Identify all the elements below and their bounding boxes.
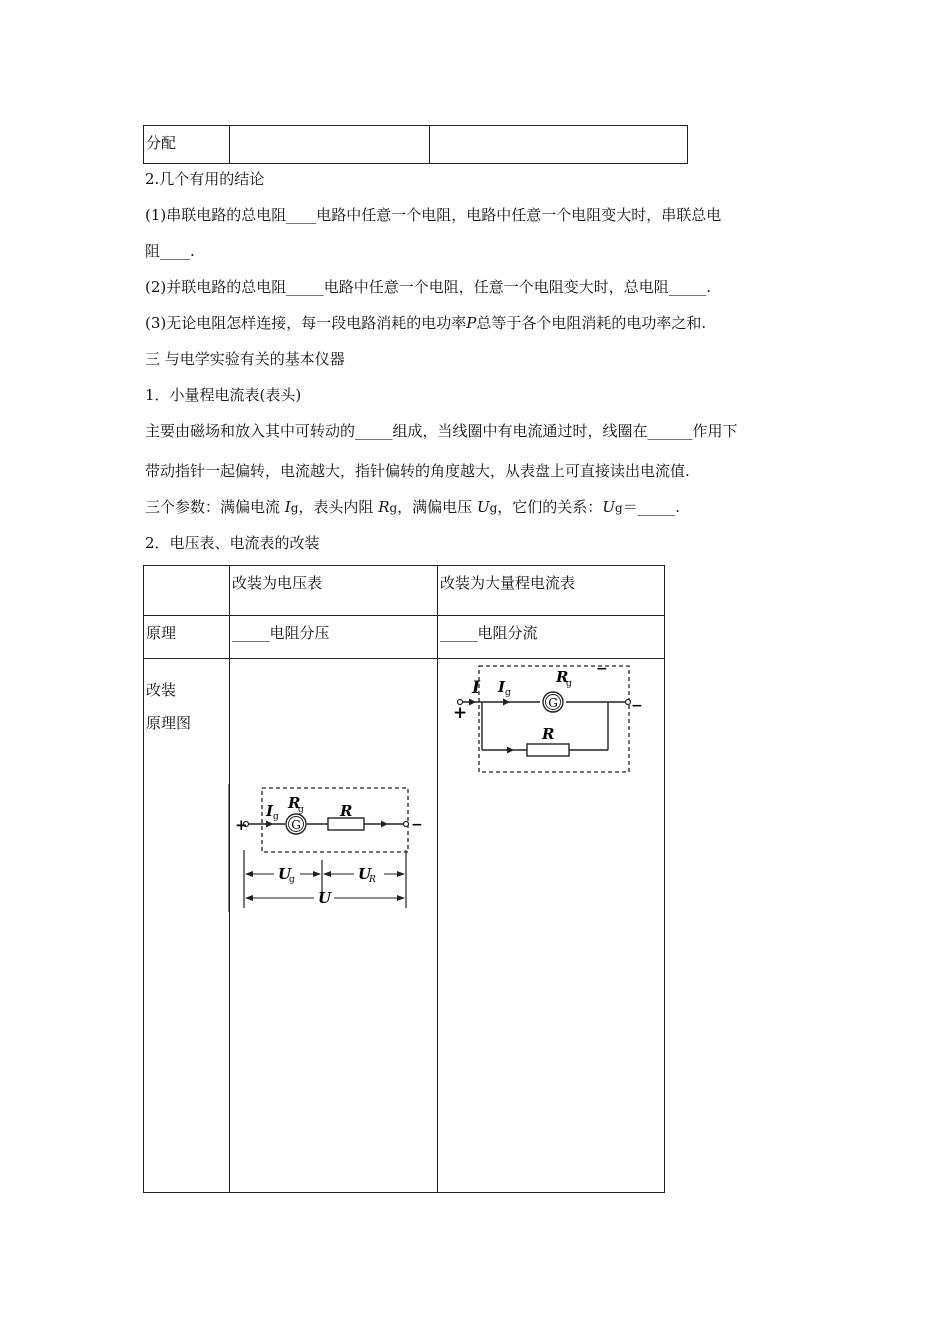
params-text-2: ，表头内阻: [298, 498, 379, 516]
top-table: [143, 125, 688, 164]
conclusion-2: (2)并联电路的总电阻_____电路中任意一个电阻，任意一个电阻变大时，总电阻_____.: [145, 278, 712, 296]
ammeter-terminal-right: [626, 700, 631, 705]
voltmeter-galvanometer-label: G: [291, 818, 301, 832]
ammeter-label-Rg: R: [556, 668, 569, 686]
conclusion-3-post: 总等于各个电阻消耗的电功率之和.: [476, 314, 707, 332]
mod-table-corner: [144, 566, 230, 616]
mod-table-header-ammeter: 改装为大量程电流表: [440, 574, 576, 592]
ammeter-label-minus-top: −: [596, 661, 608, 677]
galvanometer-para-a: 主要由磁场和放入其中可转动的_____组成，当线圈中有电流通过时，线圈在______作用下: [145, 422, 738, 440]
voltmeter-dim-u-arrow-right: [397, 895, 405, 901]
params-sub-4: g: [614, 501, 623, 515]
params-var-Rg: R: [378, 498, 390, 516]
ammeter-galvanometer-label: G: [548, 696, 558, 710]
params-var-Ig: I: [284, 498, 291, 516]
mod-table-header-voltmeter-cell: [230, 566, 438, 616]
voltmeter-circuit-diagram: [228, 780, 428, 915]
voltmeter-arrow-right: [381, 821, 388, 828]
conclusion-3-pre: (3)无论电阻怎样连接，每一段电路消耗的电功率: [145, 314, 467, 332]
mod-table-header-ammeter-cell: [438, 566, 665, 616]
voltmeter-label-Rg: R: [288, 794, 301, 812]
params-text-4: ，它们的关系：: [497, 498, 603, 516]
top-table-row-label: 分配: [146, 134, 177, 152]
galvanometer-para-b: 带动指针一起偏转，电流越大，指针偏转的角度越大，从表盘上可直接读出电流值.: [145, 462, 690, 480]
top-table-cell-empty-2: [430, 126, 688, 164]
mod-table-principle-ammeter-cell: [438, 616, 665, 659]
voltmeter-label-minus: −: [411, 817, 423, 833]
mod-table-principle-voltmeter-cell: [230, 616, 438, 659]
params-sub-1: g: [290, 501, 299, 515]
mod-table-principle-voltmeter: _____电阻分压: [232, 624, 330, 642]
voltmeter-label-Ig: I: [266, 802, 274, 820]
ammeter-label-Ig: I: [498, 678, 506, 696]
ammeter-circuit-diagram: [448, 660, 648, 780]
top-table-row-label-cell: [144, 126, 230, 164]
subsection-galvanometer: 1．小量程电流表(表头): [145, 386, 302, 404]
subsection-modification: 2．电压表、电流表的改装: [145, 534, 320, 552]
conclusion-1-line-b: 阻____.: [145, 242, 195, 260]
voltmeter-label-Ig-sub: g: [273, 812, 279, 822]
mod-table-diagram-label-cell: [144, 659, 230, 1193]
voltmeter-dim-ur-arrow-left: [323, 871, 331, 877]
voltmeter-dim-ug-arrow-right: [313, 871, 321, 877]
voltmeter-dim-ug-arrow-left: [245, 871, 253, 877]
mod-table-header-voltmeter: 改装为电压表: [232, 574, 323, 592]
conclusion-3: [145, 312, 706, 333]
mod-table-diagram-label-1: 改装: [146, 681, 177, 699]
voltmeter-terminal-right: [404, 822, 409, 827]
voltmeter-label-UR-sub: R: [369, 875, 376, 885]
ammeter-shunt-resistor: [527, 744, 569, 756]
ammeter-label-Rg-sub: g: [566, 679, 572, 689]
params-text-1: 三个参数：满偏电流: [145, 498, 285, 516]
conclusion-1-line-a: (1)串联电路的总电阻____电路中任意一个电阻，电路中任意一个电阻变大时，串联总电: [145, 206, 722, 224]
voltmeter-label-UR: U: [358, 865, 372, 883]
params-var-Ug: U: [476, 498, 490, 516]
ammeter-label-minus: −: [631, 698, 643, 714]
params-sub-2: g: [389, 501, 398, 515]
ammeter-label-Ig-sub: g: [505, 688, 511, 698]
voltmeter-label-U: U: [318, 889, 332, 907]
galvanometer-params: [145, 496, 680, 517]
voltmeter-label-Ug-sub: g: [289, 875, 295, 885]
ammeter-arrow-Ig: [503, 699, 510, 706]
section3-heading: 三 与电学实验有关的基本仪器: [145, 350, 345, 368]
section2-heading: 2.几个有用的结论: [145, 170, 265, 188]
mod-table-principle-label: 原理: [146, 624, 177, 642]
mod-table-principle-label-cell: [144, 616, 230, 659]
mod-table-diagram-label-2: 原理图: [146, 714, 192, 732]
params-sub-3: g: [489, 501, 498, 515]
ammeter-arrow-I: [469, 699, 476, 706]
voltmeter-label-R: R: [340, 802, 353, 820]
ammeter-label-R: R: [542, 725, 555, 743]
params-text-3: ，满偏电压: [397, 498, 477, 516]
voltmeter-dim-ur-arrow-right: [397, 871, 405, 877]
params-var-Ug-2: U: [602, 498, 615, 516]
voltmeter-arrow-Ig: [266, 821, 273, 828]
top-table-cell-empty-1: [230, 126, 430, 164]
ammeter-arrow-shunt: [507, 747, 514, 754]
ammeter-label-I: I: [472, 678, 480, 698]
voltmeter-dim-u-arrow-left: [245, 895, 253, 901]
voltmeter-label-Ug: U: [278, 865, 292, 883]
conclusion-3-var: P: [466, 314, 477, 332]
voltmeter-label-plus: +: [235, 816, 248, 834]
voltmeter-label-Rg-sub: g: [298, 805, 304, 815]
ammeter-label-plus: +: [453, 703, 468, 723]
mod-table-principle-ammeter: _____电阻分流: [440, 624, 538, 642]
params-text-5: ＝_____.: [622, 498, 680, 516]
mod-table-diagram-voltmeter-cell: [230, 659, 438, 1193]
